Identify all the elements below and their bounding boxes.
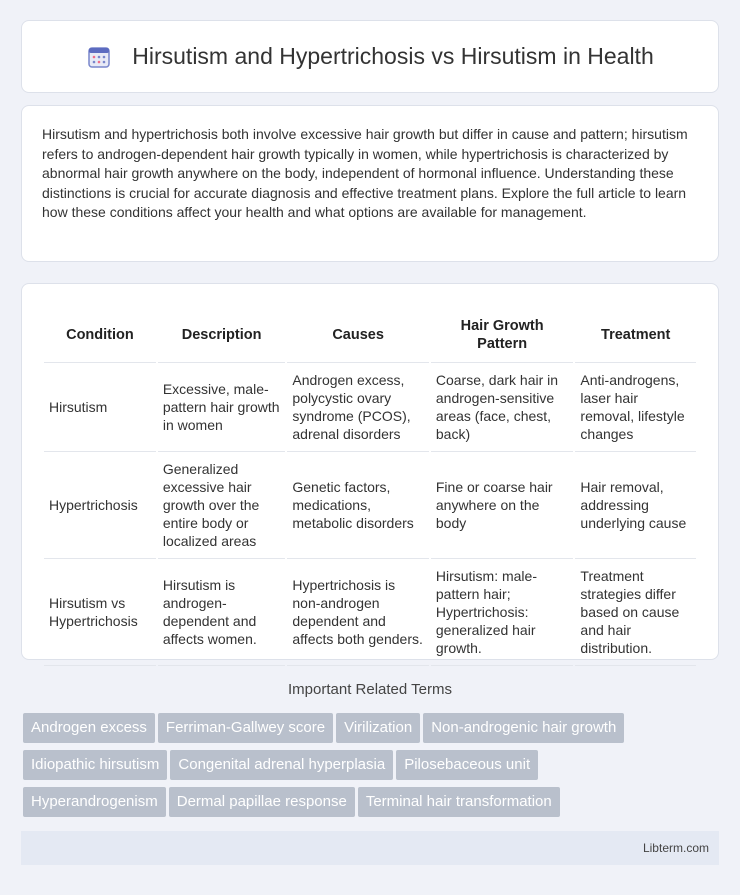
related-term-tag[interactable]: Hyperandrogenism — [23, 787, 166, 817]
table-cell: Hypertrichosis is non-androgen dependent and affects both genders. — [287, 558, 429, 666]
table-cell: Hirsutism — [44, 362, 156, 451]
footer — [21, 831, 719, 865]
intro-card — [21, 105, 719, 262]
related-term-tag[interactable]: Pilosebaceous unit — [396, 750, 538, 780]
column-header: Condition — [66, 327, 134, 343]
footer-site-link[interactable]: Libterm.com — [642, 841, 709, 855]
table-cell: Hirsutism: male-pattern hair; Hypertrichosis: generalized hair growth. — [431, 558, 574, 666]
related-term-tag[interactable]: Terminal hair transformation — [358, 787, 560, 817]
table-cell: Hirsutism vs Hypertrichosis — [44, 558, 156, 666]
table-cell: Excessive, male-pattern hair growth in women — [158, 362, 286, 451]
table-cell: Genetic factors, medications, metabolic disorders — [287, 451, 429, 558]
column-header: Hair Growth Pattern — [460, 318, 544, 352]
table-row — [44, 558, 696, 666]
related-term-tag[interactable]: Idiopathic hirsutism — [23, 750, 167, 780]
table-row — [44, 451, 696, 558]
table-cell: Hirsutism is androgen-dependent and affects women. — [158, 558, 286, 666]
related-term-tag[interactable]: Non-androgenic hair growth — [423, 713, 624, 743]
column-header: Description — [181, 327, 262, 343]
related-term-tag[interactable]: Dermal papillae response — [169, 787, 355, 817]
column-header: Causes — [332, 327, 384, 343]
comparison-table — [42, 302, 698, 666]
table-cell: Treatment strategies differ based on cause and hair distribution. — [575, 558, 696, 666]
related-terms-list — [23, 713, 723, 824]
title-card — [21, 20, 719, 93]
related-terms-title: Important Related Terms — [288, 681, 452, 698]
related-term-tag[interactable]: Androgen excess — [23, 713, 155, 743]
page-title: Hirsutism and Hypertrichosis vs Hirsutism in Health — [132, 43, 654, 69]
table-header-row — [44, 302, 696, 362]
table-cell: Fine or coarse hair anywhere on the body — [431, 451, 574, 558]
comparison-table-card — [21, 283, 719, 660]
table-cell: Anti-androgens, laser hair removal, lifestyle changes — [575, 362, 696, 451]
column-header: Treatment — [601, 327, 671, 343]
table-cell: Androgen excess, polycystic ovary syndrome (PCOS), adrenal disorders — [287, 362, 429, 451]
related-term-tag[interactable]: Congenital adrenal hyperplasia — [170, 750, 393, 780]
table-cell: Hypertrichosis — [44, 451, 156, 558]
intro-text: Hirsutism and hypertrichosis both involve excessive hair growth but differ in cause and pattern; hirsutism refers to androgen-dependent hair growth typically in women, while hypertrichosis is characterized by abnormal hair growth anywhere on the body, independent of hormonal influence. Understanding these distinctions is crucial for accurate diagnosis and effective treatment plans. Explore the full article to learn how these conditions affect your health and what options are available for management. — [42, 126, 688, 220]
table-cell: Coarse, dark hair in androgen-sensitive areas (face, chest, back) — [431, 362, 574, 451]
table-cell: Hair removal, addressing underlying cause — [575, 451, 696, 558]
related-term-tag[interactable]: Virilization — [336, 713, 420, 743]
related-term-tag[interactable]: Ferriman-Gallwey score — [158, 713, 333, 743]
table-cell: Generalized excessive hair growth over the entire body or localized areas — [158, 451, 286, 558]
calendar-grid-icon — [86, 44, 112, 70]
table-row — [44, 362, 696, 451]
